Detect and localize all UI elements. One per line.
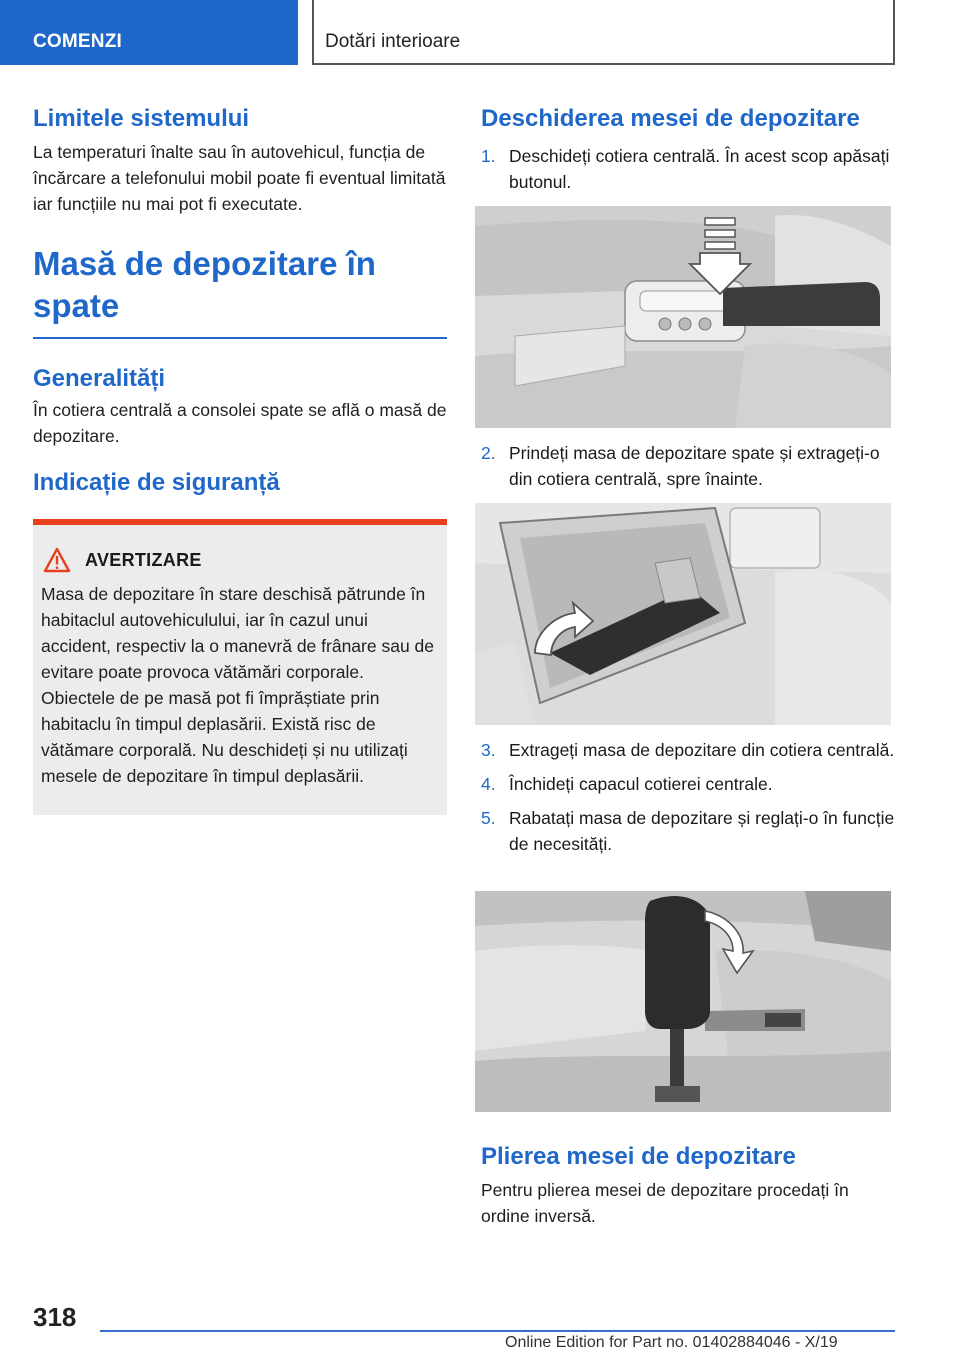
step-1: [481, 143, 895, 195]
step-number: 4.: [481, 774, 496, 794]
step-3: [481, 737, 895, 763]
armrest-button-illustration: [475, 206, 891, 428]
fold-heading: Plierea mesei de depozitare: [481, 1143, 796, 1170]
warning-title: AVERTIZARE: [85, 549, 202, 570]
fold-paragraph: Pentru plierea mesei de depozitare procedați în ordine inversă.: [481, 1180, 849, 1226]
general-heading: Generalități: [33, 365, 166, 392]
safety-heading: Indicație de siguranță: [33, 469, 280, 496]
footer-rule: [100, 1330, 895, 1332]
step-text: Închideți capacul cotierei centrale.: [509, 774, 773, 794]
step-text: Extrageți masa de depozitare din cotiera centrală.: [509, 740, 895, 760]
step-5: [481, 805, 895, 857]
table-extraction-illustration: [475, 503, 891, 725]
left-column: [33, 103, 447, 815]
step-number: 3.: [481, 740, 496, 760]
limits-heading: Limitele sistemului: [33, 105, 250, 132]
edition-note: Online Edition for Part no. 01402884046 - X/19: [505, 1334, 838, 1351]
limits-paragraph: La temperaturi înalte sau în autovehicul, funcția de încărcare a telefonului mobil poate fi eventual limitată iar funcțiile nu mai pot fi executate.: [33, 142, 446, 214]
warning-text: Masa de depozitare în stare deschisă pătrunde în habitaclul autovehiculului, iar în cazul unui accident, respectiv la o manevră de frânare sau de evitare poate provoca vătămări corporale. Obiectele de pe masă pot fi împrăștiate prin habitaclu în timpul deplasării. Există risc de vătămare corporală. Nu deschideți și nu utilizați mesele de depozitare în timpul deplasării.: [41, 584, 434, 786]
step-4: [481, 771, 895, 797]
section-tab: COMENZI: [0, 0, 298, 65]
table-adjust-illustration: [475, 891, 891, 1112]
heading-rule: [33, 337, 447, 339]
step-number: 5.: [481, 808, 496, 828]
warning-triangle-icon: [43, 547, 71, 573]
right-column-steps-2: [481, 440, 895, 492]
right-column-fold: [481, 1141, 895, 1229]
general-paragraph: În cotiera centrală a consolei spate se află o masă de depozitare.: [33, 400, 447, 446]
step-text: Prindeți masa de depozitare spate și extrageți-o din cotiera centrală, spre înainte.: [509, 443, 880, 489]
chapter-title: Dotări interioare: [312, 0, 895, 65]
right-column: [481, 103, 895, 195]
step-number: 1.: [481, 146, 496, 166]
step-text: Rabatați masa de depozitare și reglați-o în funcție de necesități.: [509, 808, 895, 854]
page-number: 318: [33, 1302, 77, 1332]
open-heading: Deschiderea mesei de depozitare: [481, 105, 860, 132]
step-text: Deschideți cotiera centrală. În acest scop apăsați butonul.: [509, 146, 890, 192]
step-number: 2.: [481, 443, 496, 463]
main-heading: Masă de depozitare în spate: [33, 245, 376, 324]
right-column-steps-3: [481, 737, 895, 857]
step-2: [481, 440, 895, 492]
warning-box: [33, 519, 447, 815]
